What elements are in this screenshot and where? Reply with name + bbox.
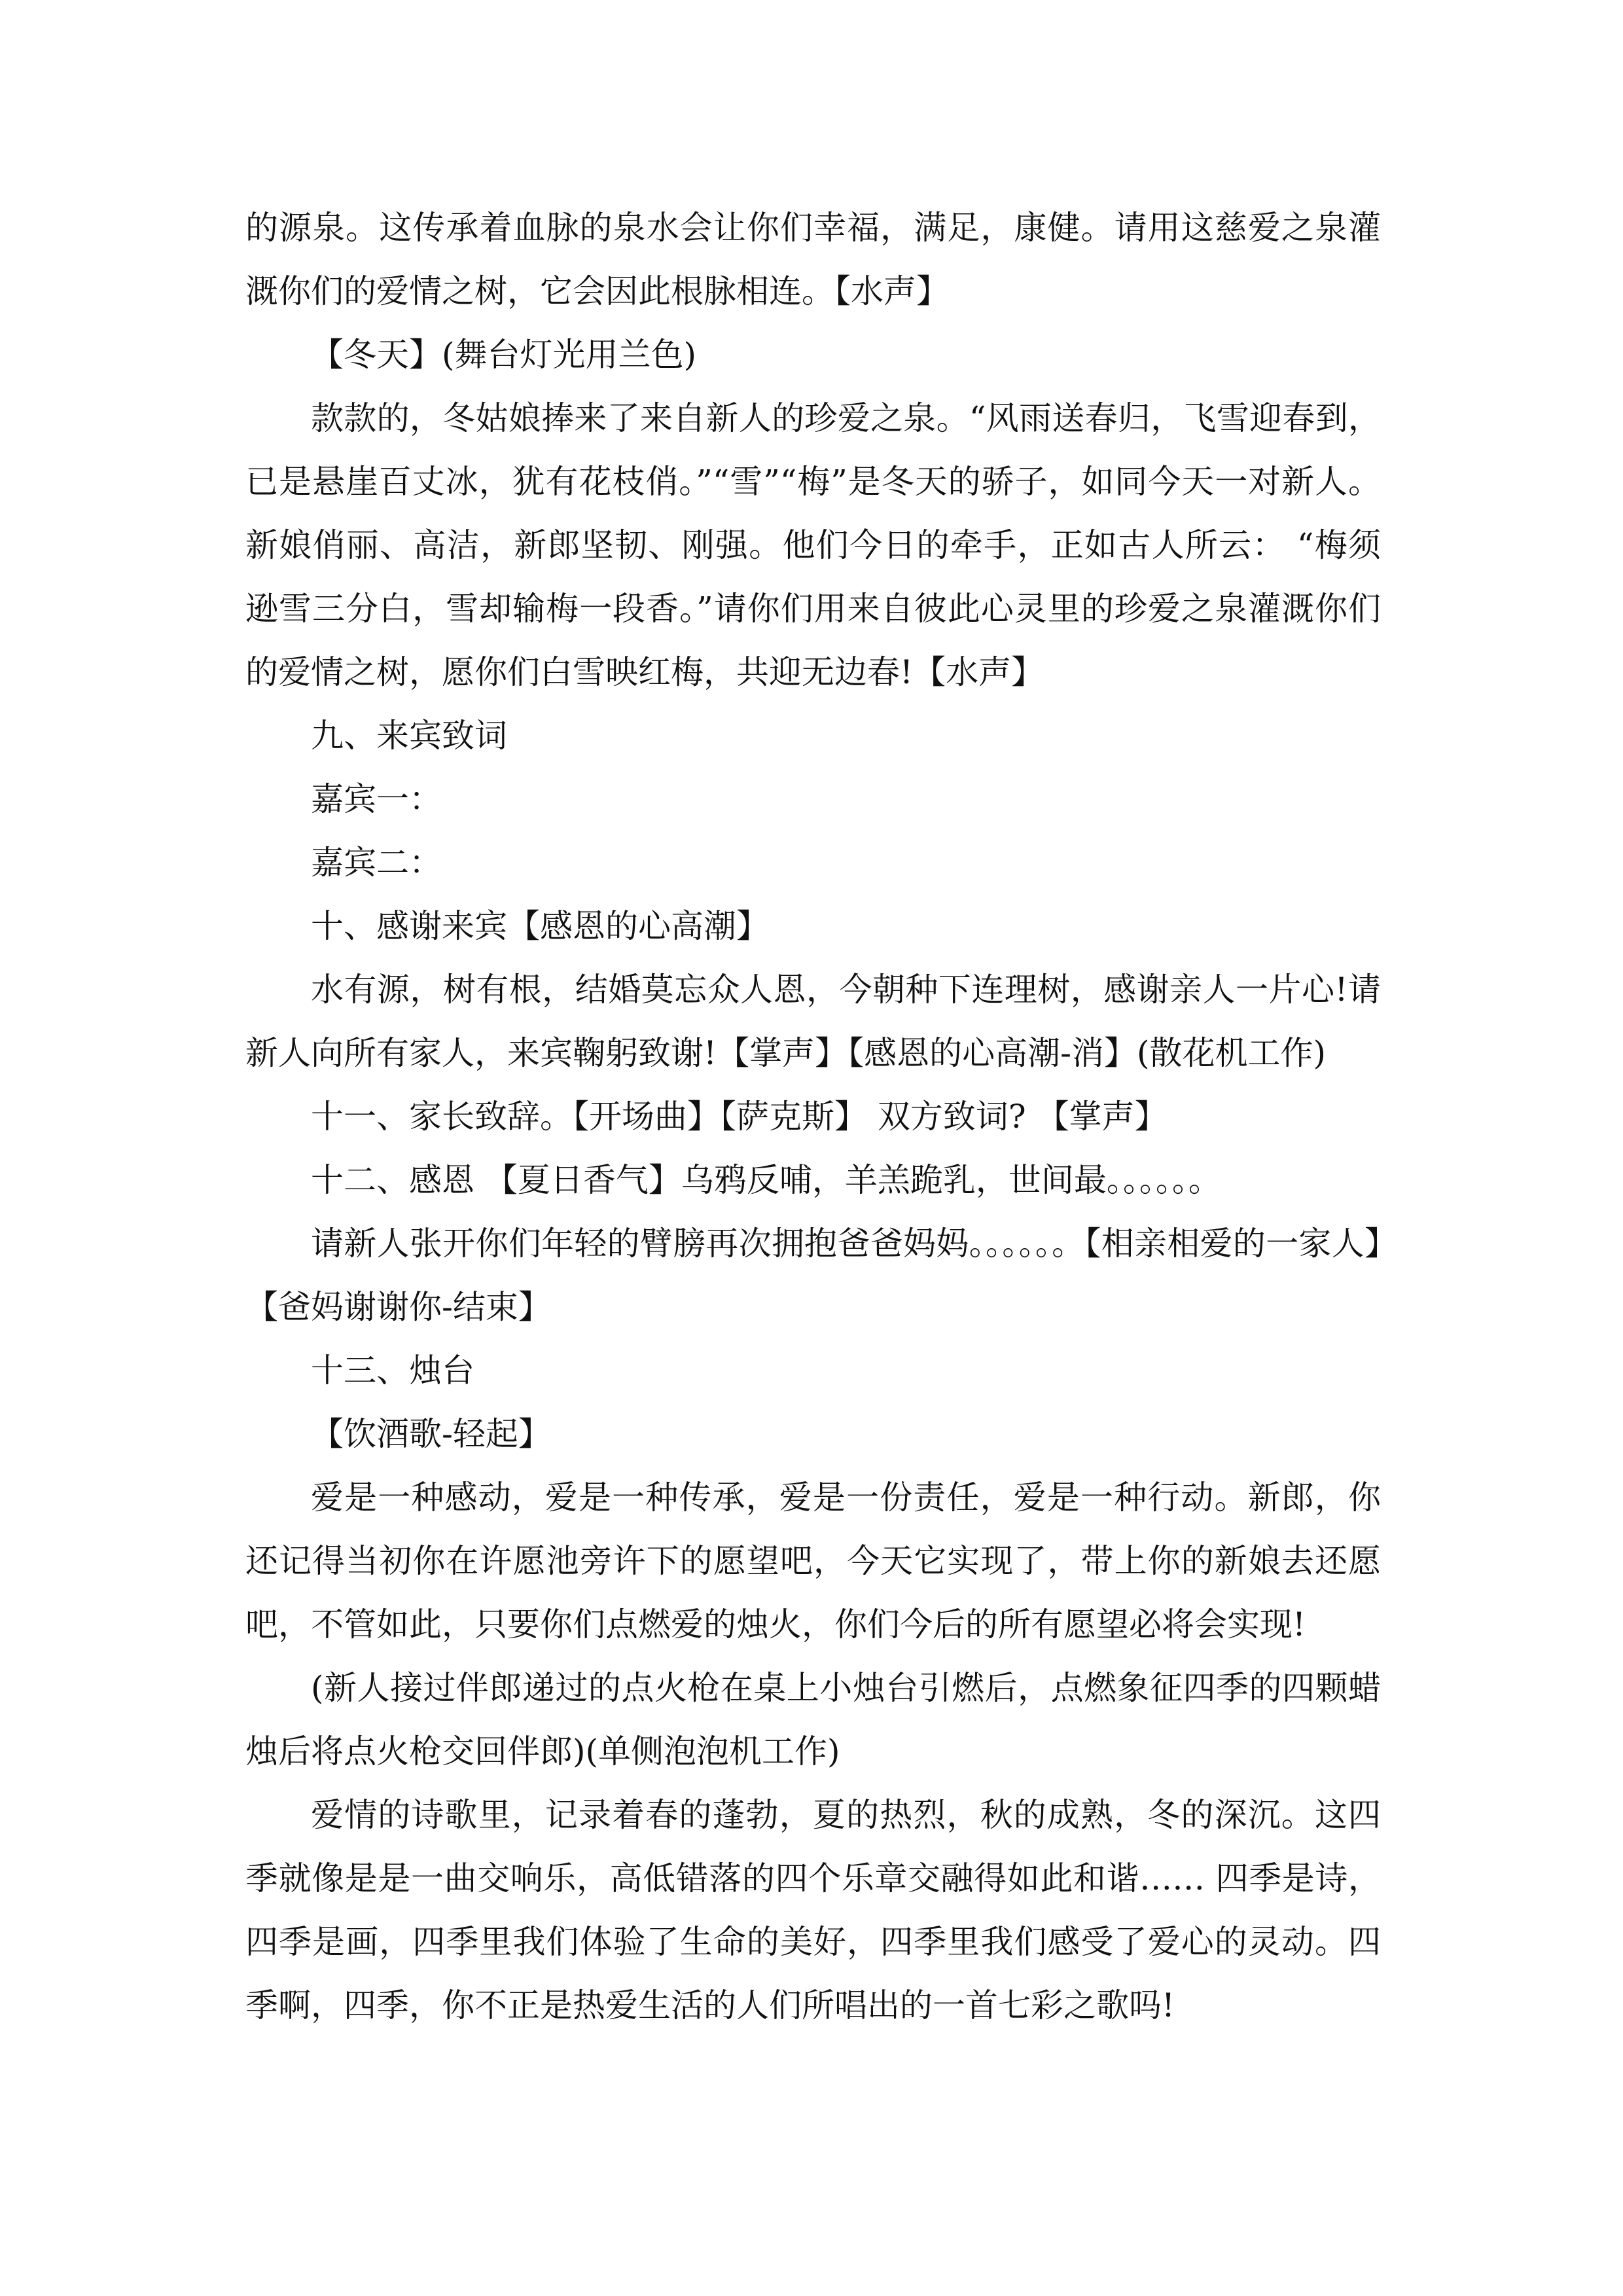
document-body: [245, 196, 1381, 2037]
paragraph-11: 请新人张开你们年轻的臂膀再次拥抱爸爸妈妈。。。。。。【相亲相爱的一家人】【爸妈谢谢你-结束】: [245, 1225, 1381, 1326]
paragraph-1: 的源泉。这传承着血脉的泉水会让你们幸福，满足，康健。请用这慈爱之泉灌溉你们的爱情之树，它会因此根脉相连。【水声】: [245, 209, 1381, 310]
paragraph-6: 嘉宾二：: [311, 844, 442, 882]
paragraph-3: 款款的，冬姑娘捧来了来自新人的珍爱之泉。“风雨送春归，飞雪迎春到，已是悬崖百丈冰，犹有花枝俏。”“雪”“梅”是冬天的骄子，如同今天一对新人。新娘俏丽、高洁，新郎坚韧、刚强。他们今日的牵手，正如古人所云： “梅须逊雪三分白，雪却输梅一段香。”请你们用来自彼此心灵里的珍爱之泉灌溉你们的爱情之树，愿你们白雪映红梅，共迎无边春!【水声】: [245, 399, 1381, 691]
paragraph-7: 十、感谢来宾【感恩的心高潮】: [311, 907, 769, 945]
paragraph-13: 【饮酒歌-轻起】: [311, 1415, 551, 1453]
paragraph-14: 爱是一种感动，爱是一种传承，爱是一份责任，爱是一种行动。新郎，你还记得当初你在许愿池旁许下的愿望吧，今天它实现了，带上你的新娘去还愿吧，不管如此，只要你们点燃爱的烛火，你们今后的所有愿望必将会实现!: [245, 1479, 1381, 1643]
paragraph-5: 嘉宾一：: [311, 780, 442, 818]
paragraph-4: 九、来宾致词: [311, 717, 507, 755]
paragraph-2: 【冬天】(舞台灯光用兰色): [311, 336, 697, 374]
paragraph-16: 爱情的诗歌里，记录着春的蓬勃，夏的热烈，秋的成熟，冬的深沉。这四季就像是是一曲交响乐，高低错落的四个乐章交融得如此和谐…… 四季是诗，四季是画，四季里我们体验了生命的美好，四季里我们感受了爱心的灵动。四季啊，四季，你不正是热爱生活的人们所唱出的一首七彩之歌吗!: [245, 1796, 1381, 2024]
paragraph-12: 十三、烛台: [311, 1352, 474, 1390]
paragraph-9: 十一、家长致辞。【开场曲】【萨克斯】 双方致词? 【掌声】: [311, 1098, 1168, 1136]
paragraph-10: 十二、感恩 【夏日香气】乌鸦反哺，羊羔跪乳，世间最。。。。。。: [311, 1161, 1221, 1199]
paragraph-15: (新人接过伴郎递过的点火枪在桌上小烛台引燃后，点燃象征四季的四颗蜡烛后将点火枪交回伴郎)(单侧泡泡机工作): [245, 1669, 1381, 1770]
paragraph-8: 水有源，树有根，结婚莫忘众人恩，今朝种下连理树，感谢亲人一片心!请新人向所有家人，来宾鞠躬致谢!【掌声】【感恩的心高潮-消】(散花机工作): [245, 971, 1381, 1072]
